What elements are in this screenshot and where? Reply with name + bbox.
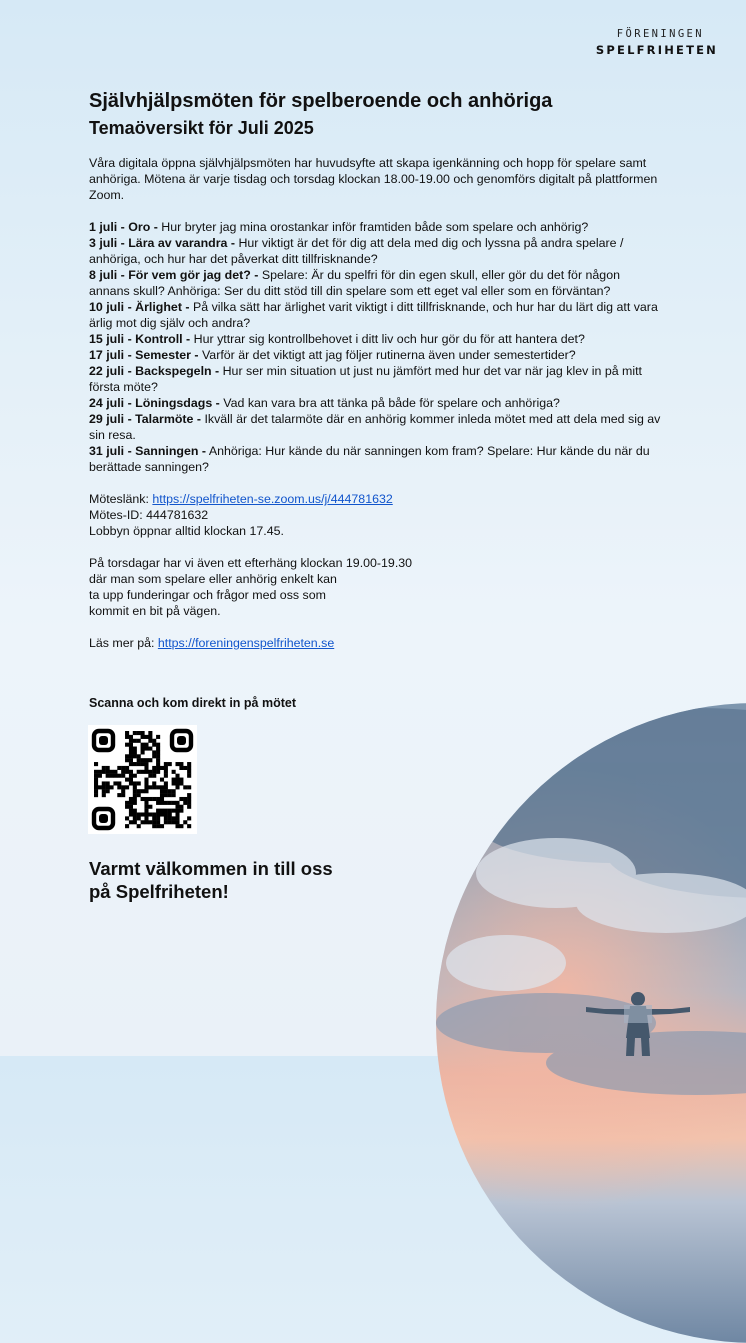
topic-heading: 17 juli - Semester - xyxy=(89,348,199,362)
topic-text: Anhöriga: Hur kände du när sanningen kom fram? Spelare: Hur kände du när du berättade sanningen? xyxy=(89,444,650,474)
topic-text: På vilka sätt har ärlighet varit viktigt i ditt tillfrisknande, och hur har du lärt dig att vara ärlig mot dig själv och andra? xyxy=(89,300,658,330)
scan-instruction: Scanna och kom direkt in på mötet xyxy=(89,696,296,710)
meeting-link-label: Möteslänk: xyxy=(89,492,149,506)
topic-text: Hur yttrar sig kontrollbehovet i ditt liv och hur gör du för att hantera det? xyxy=(193,332,585,346)
afterhang-line: där man som spelare eller anhörig enkelt kan xyxy=(89,572,337,586)
topic-item xyxy=(89,267,664,299)
topic-text: Hur viktigt är det för dig att dela med dig och lyssna på andra spelare / anhöriga, och hur har det påverkat ditt tillfrisknande? xyxy=(89,236,624,266)
sky-photo-image xyxy=(436,703,746,1343)
page-title: Självhjälpsmöten för spelberoende och anhöriga xyxy=(89,90,553,112)
topic-text: Spelare: Är du spelfri för din egen skull, eller gör du det för någon annans skull? Anhöriga: Ser du ditt stöd till din spelare som ett eget val eller som en förväntan? xyxy=(89,268,620,298)
logo-line-2: SPELFRIHETEN xyxy=(595,43,718,57)
topic-text: Hur bryter jag mina orostankar inför framtiden både som spelare och anhörig? xyxy=(161,220,589,234)
topic-item xyxy=(89,235,664,267)
meeting-link-line xyxy=(89,491,664,507)
topic-item xyxy=(89,299,664,331)
afterhang-line: ta upp funderingar och frågor med oss som xyxy=(89,588,326,602)
intro-paragraph: Våra digitala öppna självhjälpsmöten har huvudsyfte att skapa igenkänning och hopp för spelare samt anhöriga. Mötena är varje tisdag och torsdag klockan 18.00-19.00 och genomförs digitalt på plattformen Zoom. xyxy=(89,156,658,202)
topic-heading: 29 juli - Talarmöte - xyxy=(89,412,201,426)
meeting-id: Mötes-ID: 444781632 xyxy=(89,508,209,522)
afterhang-line: kommit en bit på vägen. xyxy=(89,604,221,618)
topic-item xyxy=(89,395,664,411)
topic-text: Varför är det viktigt att jag följer rutinerna även under semestertider? xyxy=(201,348,576,362)
welcome-message: Varmt välkommen in till oss på Spelfriheten! xyxy=(89,858,333,902)
topic-heading: 15 juli - Kontroll - xyxy=(89,332,191,346)
topic-heading: 31 juli - Sanningen - xyxy=(89,444,207,458)
logo-line-1: FÖRENINGEN xyxy=(616,28,704,40)
qr-code-image xyxy=(88,725,197,834)
page-subtitle: Temaöversikt för Juli 2025 xyxy=(89,118,314,138)
sky-photo xyxy=(436,703,746,1343)
read-more-link[interactable]: https://foreningenspelfriheten.se xyxy=(157,636,335,650)
read-more-label: Läs mer på: xyxy=(89,636,155,650)
afterhang-line: På torsdagar har vi även ett efterhäng klockan 19.00-19.30 xyxy=(89,556,413,570)
topic-list xyxy=(89,219,664,475)
lobby-info: Lobbyn öppnar alltid klockan 17.45. xyxy=(89,524,284,538)
topic-heading: 22 juli - Backspegeln - xyxy=(89,364,220,378)
topic-item xyxy=(89,219,664,235)
topic-heading: 1 juli - Oro - xyxy=(89,220,158,234)
topic-heading: 10 juli - Ärlighet - xyxy=(89,300,190,314)
read-more-line xyxy=(89,635,664,651)
topic-heading: 24 juli - Löningsdags - xyxy=(89,396,220,410)
topic-text: Hur ser min situation ut just nu jämfört med hur det var när jag klev in på mitt första möte? xyxy=(89,364,643,394)
topic-heading: 3 juli - Lära av varandra - xyxy=(89,236,235,250)
topic-item xyxy=(89,443,664,475)
logo xyxy=(596,28,718,57)
main-content xyxy=(89,155,664,651)
topic-item xyxy=(89,347,664,363)
topic-heading: 8 juli - För vem gör jag det? - xyxy=(89,268,259,282)
topic-item xyxy=(89,363,664,395)
topic-text: Ikväll är det talarmöte där en anhörig kommer inleda mötet med att dela med sig av sin resa. xyxy=(89,412,661,442)
topic-text: Vad kan vara bra att tänka på både för spelare och anhöriga? xyxy=(223,396,560,410)
topic-item xyxy=(89,411,664,443)
topic-item xyxy=(89,331,664,347)
qr-code[interactable] xyxy=(88,725,197,834)
meeting-link[interactable]: https://spelfriheten-se.zoom.us/j/444781632 xyxy=(152,492,393,506)
